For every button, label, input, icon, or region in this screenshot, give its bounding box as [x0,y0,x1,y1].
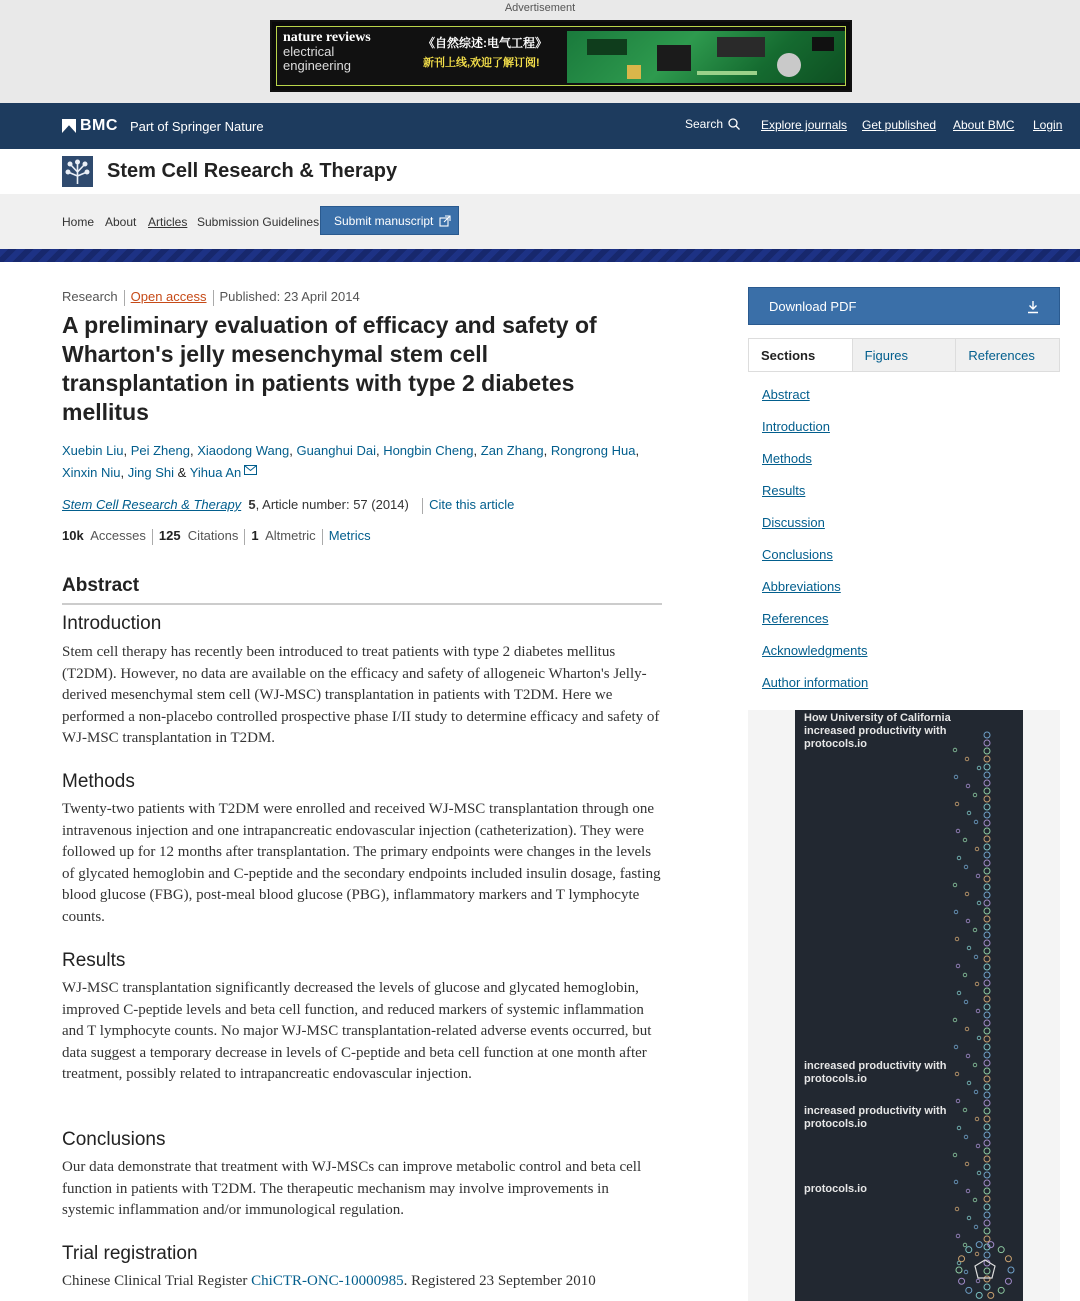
top-advertisement [0,0,1080,103]
published-date: Published: 23 April 2014 [219,289,360,304]
protocols-ad-panel[interactable] [795,710,1023,1301]
nav-about-bmc[interactable]: About BMC [953,118,1015,132]
subnav-home[interactable]: Home [62,215,95,229]
citations-count: 125 [158,528,181,543]
trial-prefix: Chinese Clinical Trial Register [62,1273,252,1289]
ad-brand [283,31,371,73]
ad-brand-line: engineering [283,58,351,73]
author-link[interactable]: Guanghui Dai [296,443,376,458]
author-link[interactable]: Xiaodong Wang [197,443,290,458]
methods-heading: Methods [62,771,135,792]
conclusions-text: Our data demonstrate that treatment with WJ-MSCs can improve metabolic control and beta cell function in patients with T2DM. The therapeutic mechanism may involve improvements in systemic inflammation and/or immunological regulation. [62,1159,642,1219]
ad-fragment-line: protocols.io [804,1073,867,1085]
section-link-abbreviations[interactable]: Abbreviations [762,579,841,594]
nav-explore-journals[interactable]: Explore journals [761,118,848,132]
article-number: , Article number: 57 (2014) [255,497,409,512]
search-button[interactable] [685,117,740,131]
introduction-text: Stem cell therapy has recently been introduced to treat patients with type 2 diabetes mellitus (T2DM). However, no data are available on the efficacy and safety of allogeneic Wharton's Jelly-derived mesenchymal stem cell (WJ-MSC) transplantation in patients with T2DM. Here we performed a non-placebo controlled prospective phase I/II study to determine efficacy and safety of WJ-MSC transplantation in T2DM. [62,644,660,747]
brand-name: BMC [80,117,118,134]
author-link[interactable]: Hongbin Cheng [383,443,474,458]
sidebar-tabs [748,338,1060,372]
trial-registration-text [62,1271,662,1293]
ad-fragment-line: protocols.io [804,1118,867,1130]
journal-title[interactable]: Stem Cell Research & Therapy [107,160,398,182]
journal-subnav [0,194,1080,249]
altmetric-label: Altmetric [265,528,316,543]
trial-id-link[interactable]: ChiCTR-ONC-10000985 [251,1273,404,1289]
open-access-link[interactable]: Open access [130,289,207,304]
results-text: WJ-MSC transplantation significantly decreased the levels of glucose and glycated hemoglobin, improved C-peptide levels and beta cell function, and reduced markers of systemic inflammation and T lymphocyte counts. No major WJ-MSC transplantation-related adverse events occurred, but data suggest a temporary decrease in levels of C-peptide and beta cell function at one month after treatment, possibly related to intrapancreatic endovascular injection. [62,980,652,1083]
external-link-icon [439,215,451,227]
accesses-count: 10k [62,528,84,543]
author-link[interactable]: Xuebin Liu [62,443,124,458]
cite-this-article-link[interactable]: Cite this article [429,497,515,512]
subnav-articles[interactable]: Articles [148,215,188,229]
submit-manuscript-label: Submit manuscript [334,213,434,228]
journal-bar [0,149,1080,195]
author-link[interactable]: Rongrong Hua [550,443,636,458]
citations-label: Citations [187,528,239,543]
tab-figures[interactable]: Figures [852,339,956,371]
ad-fragment-line: increased productivity with [804,1105,947,1117]
section-link-author-information[interactable]: Author information [762,675,869,690]
trial-suffix: . Registered 23 September 2010 [403,1273,596,1289]
article-title: A preliminary evaluation of efficacy and safety of Wharton's jelly mesenchymal stem cell transplantation in patients with type 2 diabetes mellitus [62,312,597,425]
section-link-introduction[interactable]: Introduction [762,419,830,434]
section-link-references[interactable]: References [762,611,829,626]
subnav-submission-guidelines[interactable]: Submission Guidelines [197,215,320,229]
results-heading: Results [62,950,126,971]
bmc-logo[interactable] [62,117,264,135]
ad-circuit-image [567,31,845,83]
author-link[interactable]: Xinxin Niu [62,465,121,480]
bmc-logo-icon [62,119,76,133]
ad-cn-line: 新刊上线,欢迎了解订阅! [423,57,540,69]
section-link-acknowledgments[interactable]: Acknowledgments [762,643,868,658]
journal-link[interactable]: Stem Cell Research & Therapy [62,497,242,512]
brand-tagline: Part of Springer Nature [129,118,264,134]
author-link[interactable]: Zan Zhang [480,443,544,458]
journal-logo-icon[interactable] [62,156,93,187]
search-icon [728,118,740,130]
author-link[interactable]: Jing Shi [127,465,175,480]
submit-manuscript-button[interactable] [320,206,459,235]
author-link[interactable]: Yihua An [189,465,242,480]
trial-registration-heading: Trial registration [62,1243,198,1264]
ad-cn-line: 《自然综述:电气工程》 [423,36,547,50]
abstract-heading: Abstract [62,575,662,605]
ad-label: Advertisement [504,2,576,14]
methods-text: Twenty-two patients with T2DM were enrolled and received WJ-MSC transplantation through one intravenous injection and one intrapancreatic endovascular injection (catheterization). They were followed up for 12 months after transplantation. The primary endpoints were changes in the levels of glycated hemoglobin and C-peptide and the secondary endpoints included insulin dosage, fasting blood glucose (FBG), post-meal blood glucose (PBG), inflammatory markers and T lymphocyte counts. [62,801,661,925]
accesses-label: Accesses [90,528,146,543]
ad-cn-text [423,33,547,73]
tab-references[interactable]: References [955,339,1059,371]
metrics-link[interactable]: Metrics [328,528,371,543]
ad-brand-line: nature reviews [283,30,371,45]
ad-decorative-pattern [795,710,1023,1301]
section-link-results[interactable]: Results [762,483,806,498]
section-link-discussion[interactable]: Discussion [762,515,825,530]
citation-line [62,497,514,514]
download-icon [1027,300,1039,314]
download-pdf-button[interactable] [748,287,1060,325]
ad-headline-line: increased productivity with [804,725,947,737]
subnav-about[interactable]: About [105,215,137,229]
download-pdf-label: Download PDF [769,298,857,314]
ad-fragment: protocols.io [804,1183,867,1195]
nav-login[interactable]: Login [1033,118,1063,132]
conclusions-heading: Conclusions [62,1129,166,1150]
article-type: Research [62,289,118,304]
search-label: Search [685,117,724,131]
section-link-abstract[interactable]: Abstract [762,387,810,402]
author-link[interactable]: Pei Zheng [130,443,190,458]
article-metrics [62,528,371,545]
sidebar-advertisement [748,710,1060,1301]
ad-headline-line: How University of California [804,712,951,724]
site-header [0,103,1080,149]
ad-banner[interactable] [270,20,852,92]
introduction-heading: Introduction [62,613,162,634]
altmetric-score: 1 [251,528,259,543]
decorative-stripe [0,249,1080,262]
author-list: Xuebin Liu, Pei Zheng, Xiaodong Wang, Guanghui Dai, Hongbin Cheng, Zan Zhang, Rongrong Hua, Xinxin Niu, Jing Shi & Yihua An [62,443,640,480]
nav-get-published[interactable]: Get published [862,118,937,132]
ad-brand-line: electrical [283,44,335,59]
tab-sections[interactable]: Sections [749,339,852,371]
section-link-conclusions[interactable]: Conclusions [762,547,833,562]
article-meta [62,289,360,306]
volume: 5 [248,497,256,512]
ad-headline-line: protocols.io [804,738,867,750]
email-icon[interactable] [244,465,257,475]
ad-fragment-line: increased productivity with [804,1060,947,1072]
section-link-methods[interactable]: Methods [762,451,812,466]
